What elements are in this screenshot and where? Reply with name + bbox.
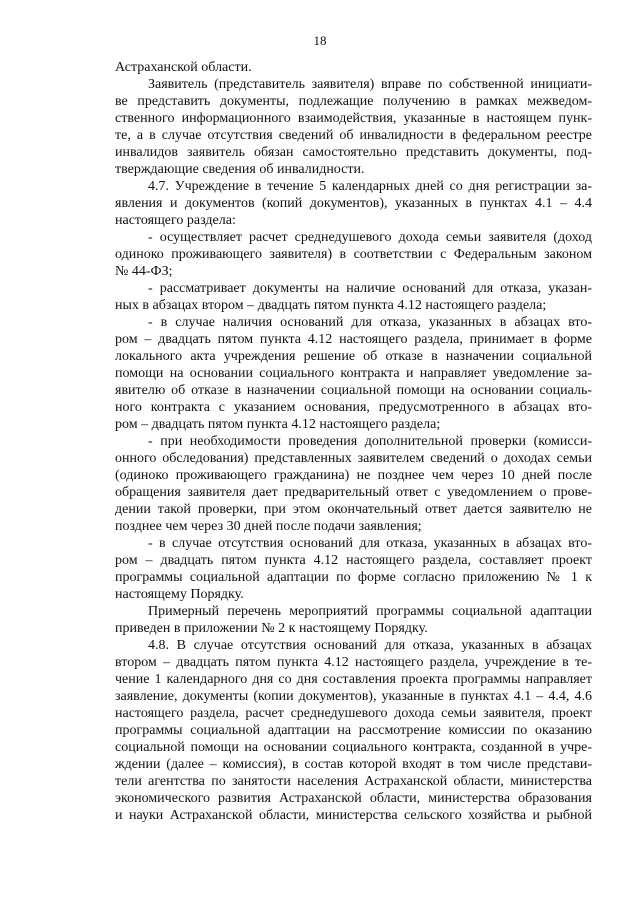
text-line: те, а в случае отсутствия сведений об инвалидности в федеральном реестре xyxy=(115,128,592,143)
text-line: онного обследования) представленных заявителем сведений о доходах семьи xyxy=(115,451,592,466)
text-line: ждении (далее – комиссия), в состав которой входят в том числе представи- xyxy=(115,757,592,772)
text-line: локального акта учреждения решение об отказе в назначении социальной xyxy=(115,349,592,364)
text-line: ром – двадцать пятом пункта 4.12 настоящего раздела; xyxy=(115,417,441,432)
text-line: (одиноко проживающего гражданина) не позднее чем через 10 дней после xyxy=(115,468,592,483)
text-line: программы социальной адаптации на рассмотрение комиссии по оказанию xyxy=(115,723,592,738)
page-number: 18 xyxy=(313,33,327,48)
text-line: ного контракта с указанием основания, предусмотренного в абзацах вто- xyxy=(115,400,592,415)
text-line: позднее чем через 30 дней после подачи заявления; xyxy=(115,519,422,534)
text-line: - в случае отсутствия оснований для отказа, указанных в абзацах вто- xyxy=(148,536,592,551)
text-line: ром – двадцать пятом пункта 4.12 настоящего раздела, принимает в форме xyxy=(115,332,592,347)
text-line: приведен в приложении № 2 к настоящему Порядку. xyxy=(115,621,428,636)
text-line: и науки Астраханской области, министерства сельского хозяйства и рыбной xyxy=(115,808,592,823)
text-line: 4.7. Учреждение в течение 5 календарных дней со дня регистрации за- xyxy=(148,179,592,194)
text-line: явления и документов (копий документов), указанных в пунктах 4.1 – 4.4 xyxy=(115,196,592,211)
text-line: ве представить документы, подлежащие получению в рамках межведом- xyxy=(115,94,592,109)
text-line: социальной помощи на основании социального контракта, созданной в учре- xyxy=(115,740,592,755)
text-line: дении такой проверки, при этом окончательный ответ дается заявителю не xyxy=(115,502,592,517)
text-line: явителю об отказе в назначении социальной помощи на основании социаль- xyxy=(115,383,592,398)
text-line: настоящего раздела: xyxy=(115,213,236,228)
text-line: заявление, документы (копии документов), указанные в пунктах 4.1 – 4.4, 4.6 xyxy=(115,689,592,704)
text-line: Заявитель (представитель заявителя) вправе по собственной инициати- xyxy=(148,77,592,92)
text-line: ных в абзацах втором – двадцать пятом пункта 4.12 настоящего раздела; xyxy=(115,298,547,313)
text-line: программы социальной адаптации по форме согласно приложению № 1 к xyxy=(115,570,592,585)
text-line: ром – двадцать пятом пункта 4.12 настоящего раздела, составляет проект xyxy=(115,553,592,568)
text-line: тели агентства по занятости населения Астраханской области, министерства xyxy=(115,774,592,789)
text-line: тверждающие сведения об инвалидности. xyxy=(115,162,365,177)
text-line: помощи на основании социального контракта и направляет уведомление за- xyxy=(115,366,592,381)
text-line: обращения заявителя дает предварительный ответ с уведомлением о прове- xyxy=(115,485,592,500)
text-line: № 44-ФЗ; xyxy=(115,264,173,279)
text-line: настоящему Порядку. xyxy=(115,587,244,602)
text-line: экономического развития Астраханской области, министерства образования xyxy=(115,791,592,806)
text-line: настоящего раздела, расчет среднедушевого дохода семьи заявителя, проект xyxy=(115,706,592,721)
text-line: чение 1 календарного дня со дня составления проекта программы направляет xyxy=(115,672,592,687)
document-body xyxy=(115,59,592,824)
text-line: одиноко проживающего заявителя) в соответствии с Федеральным законом xyxy=(115,247,592,262)
text-line: - при необходимости проведения дополнительной проверки (комисси- xyxy=(148,434,592,449)
text-line: - рассматривает документы на наличие оснований для отказа, указан- xyxy=(148,281,592,296)
text-line: Астраханской области. xyxy=(115,60,252,75)
text-line: - в случае наличия оснований для отказа, указанных в абзацах вто- xyxy=(148,315,592,330)
text-line: 4.8. В случае отсутствия оснований для отказа, указанных в абзацах xyxy=(148,638,592,653)
text-line: - осуществляет расчет среднедушевого дохода семьи заявителя (доход xyxy=(148,230,592,245)
text-line: инвалидов заявитель обязан самостоятельно представить документы, под- xyxy=(115,145,592,160)
text-line: ственного информационного взаимодействия, указанные в настоящем пунк- xyxy=(115,111,592,126)
text-line: втором – двадцать пятом пункта 4.12 настоящего раздела, учреждение в те- xyxy=(115,655,592,670)
text-line: Примерный перечень мероприятий программы социальной адаптации xyxy=(148,604,592,619)
